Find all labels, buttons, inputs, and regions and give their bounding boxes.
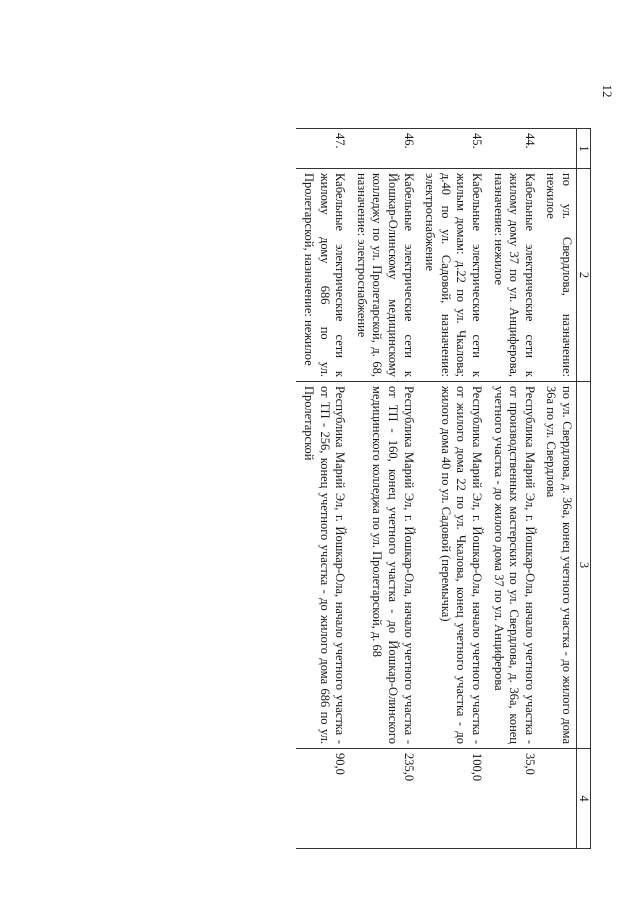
table-row [349, 129, 417, 849]
page-number: 12 [600, 84, 615, 98]
row-description: Республика Марий Эл, г. Йошкар-Ола, начало учетного участка - от производственных мастерских по ул. Свердлова, д. 36а, конец учетного участка - до жилого дома 37 по ул. Анциферова [486, 382, 539, 749]
row-description: Республика Марий Эл, г. Йошкар-Ола, начало учетного участка - от ТП - 160, конец учетного участка - до Йошкар-Олинского медицинского колледжа по ул. Пролетарской, д. 68 [349, 382, 417, 749]
column-header-2: 2 [577, 169, 591, 382]
row-number: 46. [349, 129, 417, 169]
rotated-table-container [140, 128, 591, 848]
column-header-4: 4 [577, 749, 591, 849]
row-name: по ул. Свердлова, назначение: нежилое [539, 169, 577, 382]
table-row [539, 129, 577, 849]
row-name: Кабельные электрические сети к жилому дому 37 по ул. Анциферова, назначение: нежилое [486, 169, 539, 382]
row-value: 90,0 [297, 749, 350, 849]
row-value [539, 749, 577, 849]
row-number: 47. [297, 129, 350, 169]
table-header-row [577, 129, 591, 849]
row-description: по ул. Свердлова, д. 36а, конец учетного участка - до жилого дома 36а по ул. Свердлова [539, 382, 577, 749]
column-header-1: 1 [577, 129, 591, 169]
row-name: Кабельные электрические сети к жилому дому 686 по ул. Пролетарской, назначение: нежилое [297, 169, 350, 382]
row-number: 45. [418, 129, 486, 169]
property-table [297, 128, 592, 849]
table-row [297, 129, 350, 849]
row-value: 235,0 [349, 749, 417, 849]
row-name: Кабельные электрические сети к Йошкар-Олинскому медицинскому колледжу по ул. Пролетарской, д. 68, назначение: электроснабжение [349, 169, 417, 382]
row-number [539, 129, 577, 169]
table-row [486, 129, 539, 849]
table-row [418, 129, 486, 849]
column-header-3: 3 [577, 382, 591, 749]
row-value: 100,0 [418, 749, 486, 849]
row-description: Республика Марий Эл, г. Йошкар-Ола, начало учетного участка - от ТП - 256, конец учетного участка - до жилого дома 686 по ул. Пролетарской [297, 382, 350, 749]
row-number: 44. [486, 129, 539, 169]
row-name: Кабельные электрические сети к жилым домам: д.22 по ул. Чкалова; д.40 по ул. Садовой, назначение: электроснабжение [418, 169, 486, 382]
row-value: 35,0 [486, 749, 539, 849]
row-description: Республика Марий Эл, г. Йошкар-Ола, начало учетного участка - от жилого дома 22 по ул. Чкалова, конец учетного участка - до жилого дома 40 по ул. Садовой (перемычка) [418, 382, 486, 749]
